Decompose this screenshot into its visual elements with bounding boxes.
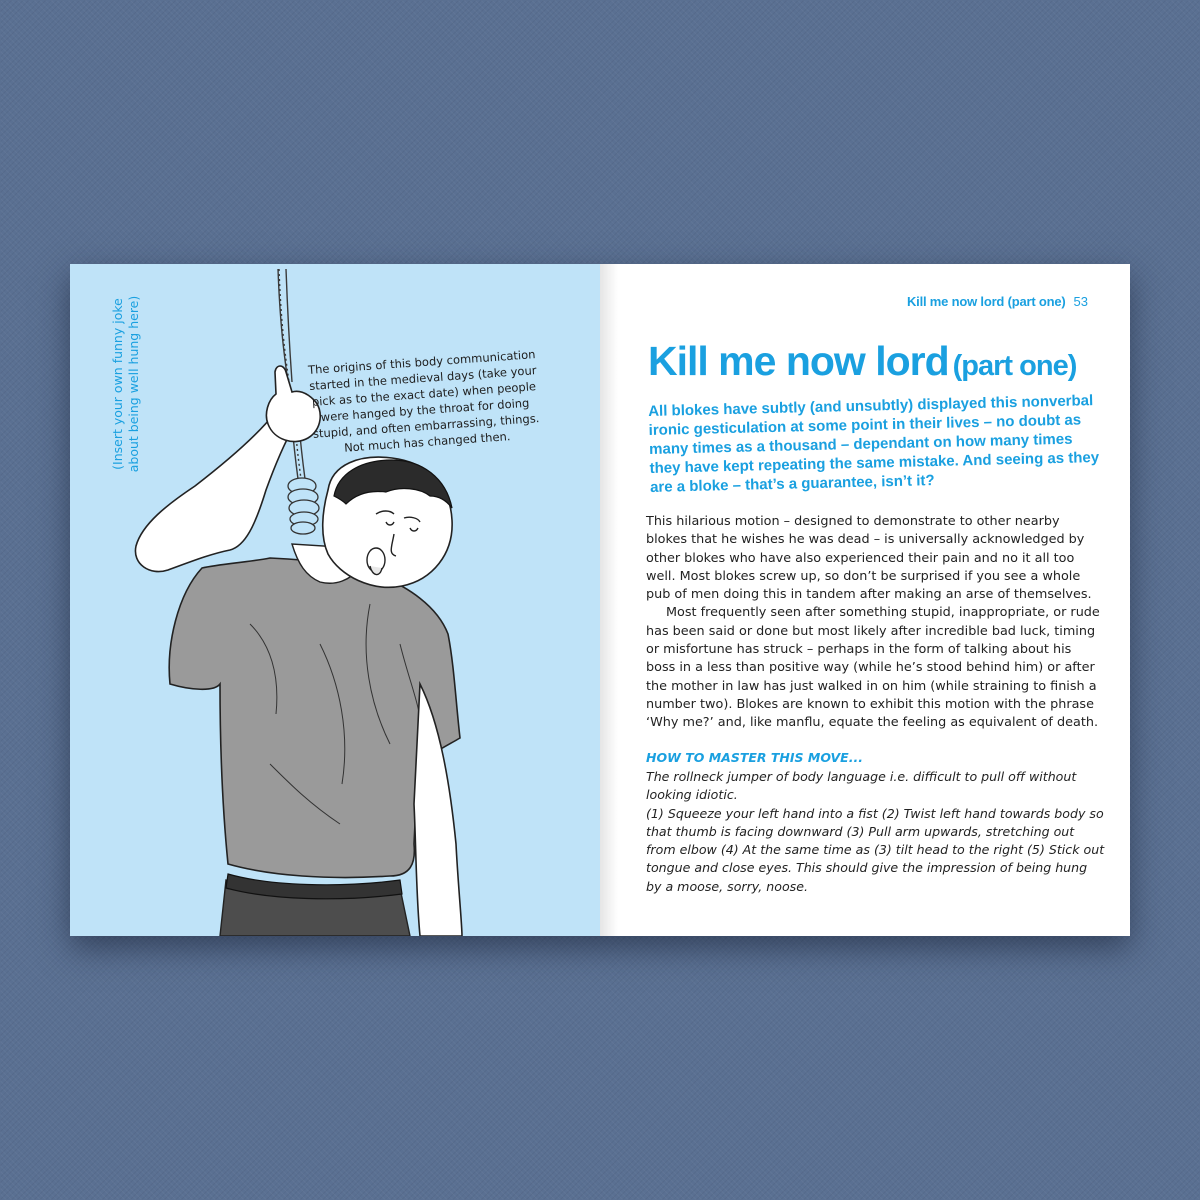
- intro-paragraph: All blokes have subtly (and unsubtly) displayed this nonverbal ironic gesticulation at some point in their lives – no doubt as many times as a thousand – dependant on how many times they have kept repeating the same mistake. And seeing as they are a bloke – that’s a guarantee, isn’t it?: [648, 392, 1100, 496]
- body-paragraph-2: Most frequently seen after something stupid, inappropriate, or rude has been said or done but most likely after incredible bad luck, timing or misfortune has struck – perhaps in the form of talking about his boss in a less than positive way (while he’s stood behind him) or after the mother in law has just walked in on him (while straining to finish a number two). Blokes are known to exhibit this motion with the phrase ‘Why me?’ and, like manflu, equate the feeling as equivalent of death.: [646, 605, 1100, 731]
- page-title-main: Kill me now lord: [648, 338, 949, 384]
- running-head: [907, 294, 1088, 310]
- page-title-sub: (part one): [952, 350, 1077, 382]
- side-joke-text: (Insert your own funny joke about being well hung here): [110, 295, 141, 473]
- book-gutter: [600, 264, 618, 936]
- illustration-caption: The origins of this body communication started in the medieval days (take your pick as to the exact date) when people were hanged by the throat for doing stupid, and often embarrassing, things. Not much has changed then.: [307, 347, 540, 455]
- raised-arm: [135, 414, 294, 572]
- right-page: [600, 264, 1130, 936]
- page-number: 53: [1073, 294, 1088, 309]
- body-text: [646, 513, 1102, 733]
- page-title: [648, 338, 1076, 385]
- how-to-body: [646, 768, 1106, 896]
- body-paragraph-1: This hilarious motion – designed to demonstrate to other nearby blokes that he wishes he was dead – is universally acknowledged by other blokes who have also experienced their pain and no it all too well. Most blokes screw up, so don’t be surprised if you see a whole pub of men doing this in tandem after making an arse of themselves.: [646, 514, 1092, 603]
- left-page: [70, 264, 600, 936]
- running-head-title: Kill me now lord (part one): [906, 294, 1066, 309]
- how-to-steps: (1) Squeeze your left hand into a fist (2) Twist left hand towards body so that thumb is facing downward (3) Pull arm upwards, stretching out from elbow (4) At the same time as (3) tilt head to the right (5) Stick out tongue and close eyes. This should give the impression of being hung by a moose, sorry, noose.: [646, 805, 1105, 894]
- noose-knot: [288, 478, 319, 534]
- how-to-intro: The rollneck jumper of body language i.e. difficult to pull off without looking idiotic.: [646, 769, 1077, 803]
- how-to-heading: HOW TO MASTER THIS MOVE...: [646, 750, 863, 765]
- book-spread: [70, 264, 1130, 936]
